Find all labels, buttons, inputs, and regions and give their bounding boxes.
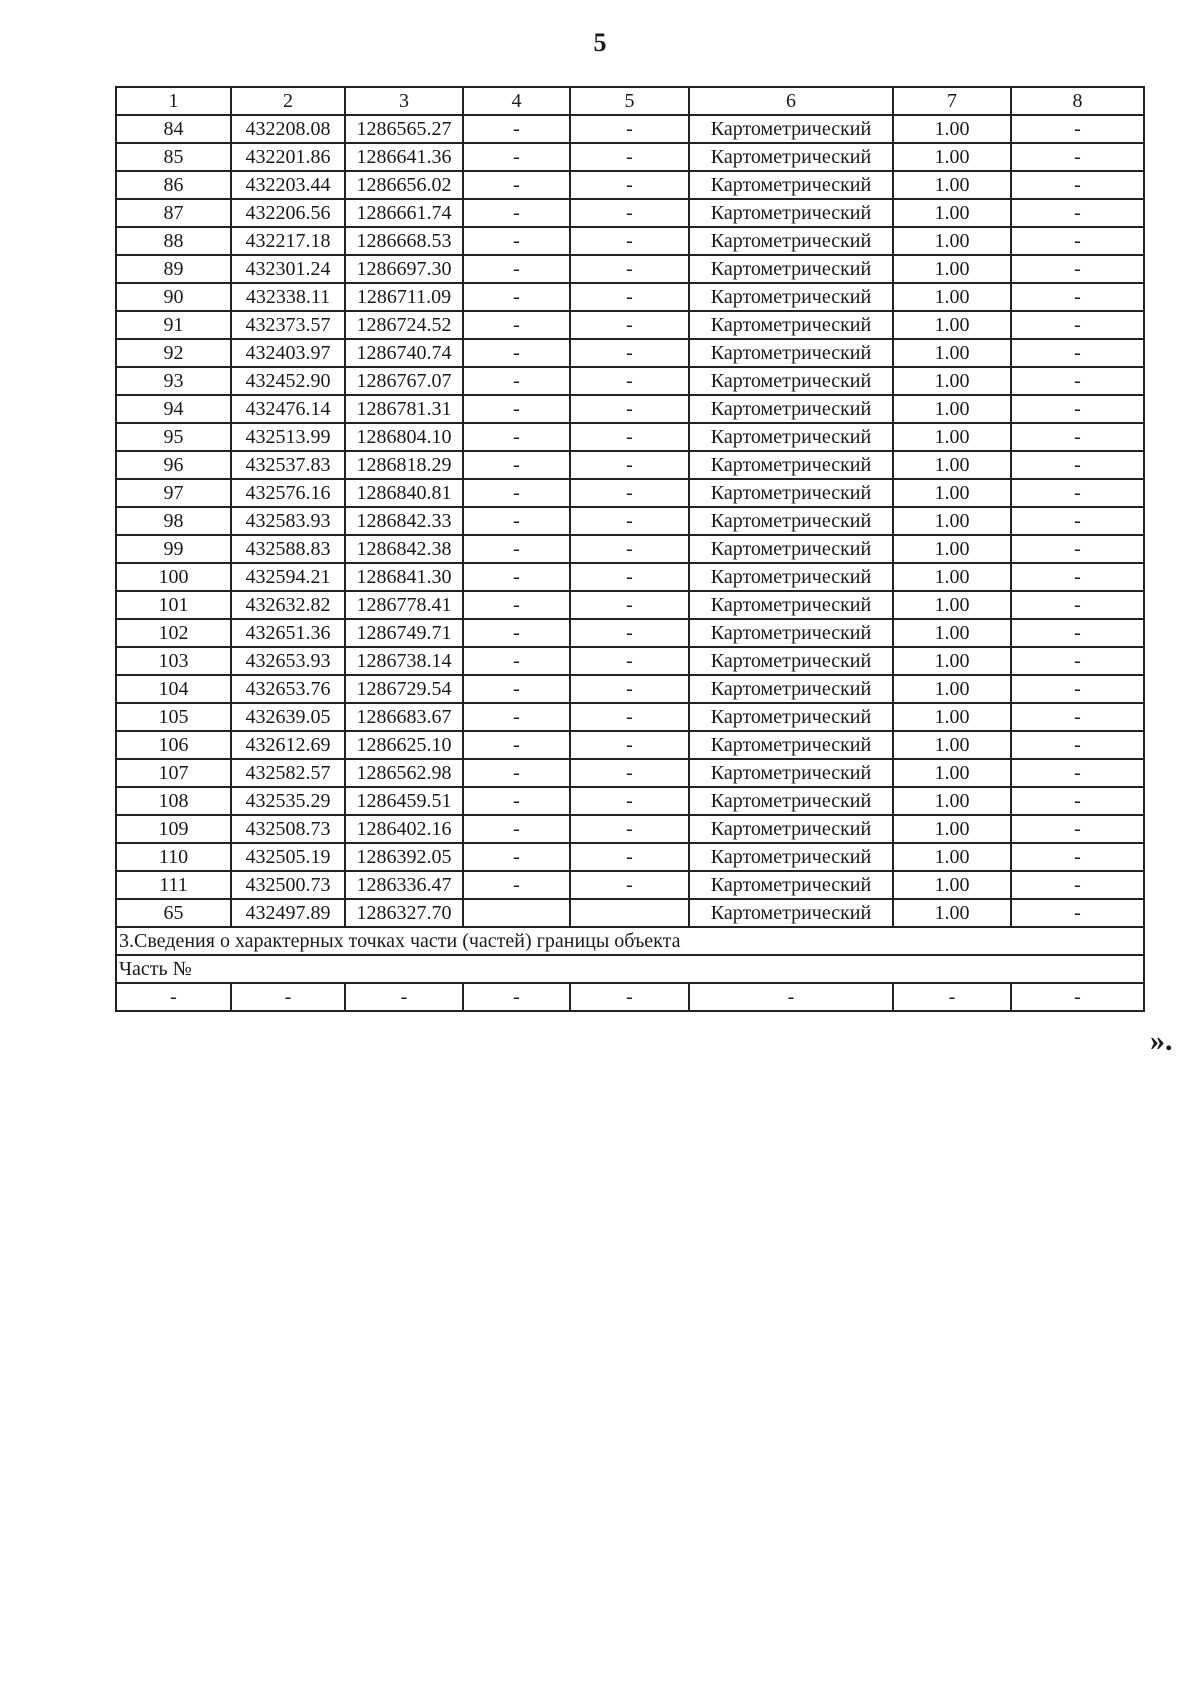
table-cell: Картометрический bbox=[689, 311, 893, 339]
table-cell: 432651.36 bbox=[231, 619, 345, 647]
column-header: 1 bbox=[116, 87, 231, 115]
table-cell: - bbox=[1011, 787, 1144, 815]
table-cell: - bbox=[570, 171, 689, 199]
table-cell: 89 bbox=[116, 255, 231, 283]
table-cell: - bbox=[463, 983, 570, 1011]
section-heading: 3.Сведения о характерных точках части (частей) границы объекта bbox=[116, 927, 1144, 955]
table-cell: - bbox=[463, 787, 570, 815]
table-row bbox=[116, 843, 1144, 871]
table-cell: - bbox=[463, 759, 570, 787]
table-cell: - bbox=[570, 311, 689, 339]
table-cell: - bbox=[1011, 507, 1144, 535]
table-cell: 1286767.07 bbox=[345, 367, 463, 395]
table-cell: 432576.16 bbox=[231, 479, 345, 507]
table-cell: 91 bbox=[116, 311, 231, 339]
table-cell: Картометрический bbox=[689, 423, 893, 451]
table-cell: 432535.29 bbox=[231, 787, 345, 815]
table-cell: 432217.18 bbox=[231, 227, 345, 255]
table-cell: - bbox=[463, 591, 570, 619]
table-row bbox=[116, 787, 1144, 815]
table-cell: 1286336.47 bbox=[345, 871, 463, 899]
table-cell: - bbox=[463, 339, 570, 367]
table-cell: - bbox=[463, 255, 570, 283]
table-cell: - bbox=[463, 647, 570, 675]
table-cell: 432500.73 bbox=[231, 871, 345, 899]
table-cell: 1.00 bbox=[893, 423, 1011, 451]
table-cell: 97 bbox=[116, 479, 231, 507]
table-cell: 1286565.27 bbox=[345, 115, 463, 143]
column-header: 7 bbox=[893, 87, 1011, 115]
table-cell: - bbox=[463, 703, 570, 731]
table-cell bbox=[463, 899, 570, 927]
table-cell: 1.00 bbox=[893, 899, 1011, 927]
table-cell: 1286724.52 bbox=[345, 311, 463, 339]
table-cell: Картометрический bbox=[689, 591, 893, 619]
table-cell: Картометрический bbox=[689, 199, 893, 227]
table-cell: 1.00 bbox=[893, 171, 1011, 199]
table-cell: - bbox=[570, 535, 689, 563]
table-cell: 432338.11 bbox=[231, 283, 345, 311]
table-cell: 432653.76 bbox=[231, 675, 345, 703]
table-row bbox=[116, 479, 1144, 507]
table-cell: - bbox=[570, 563, 689, 591]
table-cell: Картометрический bbox=[689, 227, 893, 255]
table-cell: 1286749.71 bbox=[345, 619, 463, 647]
table-cell: - bbox=[570, 675, 689, 703]
table-cell: 1.00 bbox=[893, 675, 1011, 703]
table-cell: 1286668.53 bbox=[345, 227, 463, 255]
table-row bbox=[116, 507, 1144, 535]
table-cell: 104 bbox=[116, 675, 231, 703]
table-cell: 1.00 bbox=[893, 703, 1011, 731]
part-label-row bbox=[116, 955, 1144, 983]
table-cell: 1.00 bbox=[893, 479, 1011, 507]
table-cell: 432582.57 bbox=[231, 759, 345, 787]
table-cell: 1286656.02 bbox=[345, 171, 463, 199]
table-row bbox=[116, 619, 1144, 647]
table-cell: 432301.24 bbox=[231, 255, 345, 283]
table-cell: 94 bbox=[116, 395, 231, 423]
table-row bbox=[116, 871, 1144, 899]
table-cell: - bbox=[570, 199, 689, 227]
table-cell: 432403.97 bbox=[231, 339, 345, 367]
table-cell: - bbox=[463, 507, 570, 535]
table-cell: Картометрический bbox=[689, 479, 893, 507]
table-cell: 1286804.10 bbox=[345, 423, 463, 451]
table-cell: 108 bbox=[116, 787, 231, 815]
table-cell: Картометрический bbox=[689, 395, 893, 423]
table-cell: - bbox=[463, 479, 570, 507]
table-cell: - bbox=[1011, 311, 1144, 339]
table-cell: - bbox=[1011, 283, 1144, 311]
table-cell: 107 bbox=[116, 759, 231, 787]
table-cell: 1286738.14 bbox=[345, 647, 463, 675]
table-cell: - bbox=[1011, 563, 1144, 591]
table-cell: 432206.56 bbox=[231, 199, 345, 227]
table-cell: - bbox=[116, 983, 231, 1011]
table-cell: 93 bbox=[116, 367, 231, 395]
table-cell: - bbox=[463, 311, 570, 339]
table-cell: - bbox=[1011, 227, 1144, 255]
table-header-row bbox=[116, 87, 1144, 115]
table-cell: 92 bbox=[116, 339, 231, 367]
table-cell: 1.00 bbox=[893, 395, 1011, 423]
table-cell: - bbox=[1011, 815, 1144, 843]
table-cell: 1286818.29 bbox=[345, 451, 463, 479]
table-cell: 1286327.70 bbox=[345, 899, 463, 927]
table-cell: - bbox=[570, 871, 689, 899]
table-row bbox=[116, 759, 1144, 787]
table-cell: 1.00 bbox=[893, 563, 1011, 591]
table-cell: - bbox=[463, 871, 570, 899]
table-cell: - bbox=[570, 619, 689, 647]
table-cell: - bbox=[570, 983, 689, 1011]
table-cell: - bbox=[1011, 171, 1144, 199]
table-cell: - bbox=[570, 367, 689, 395]
table-cell: 1.00 bbox=[893, 451, 1011, 479]
table-cell: - bbox=[231, 983, 345, 1011]
table-cell: 1.00 bbox=[893, 619, 1011, 647]
table-cell: 1.00 bbox=[893, 115, 1011, 143]
table-cell: 1286781.31 bbox=[345, 395, 463, 423]
coordinates-table bbox=[115, 86, 1145, 1012]
table-cell: 109 bbox=[116, 815, 231, 843]
table-cell: - bbox=[570, 143, 689, 171]
table-cell: 85 bbox=[116, 143, 231, 171]
table-cell: 432632.82 bbox=[231, 591, 345, 619]
table-row bbox=[116, 171, 1144, 199]
table-cell: Картометрический bbox=[689, 283, 893, 311]
table-row bbox=[116, 423, 1144, 451]
column-header: 2 bbox=[231, 87, 345, 115]
table-row bbox=[116, 647, 1144, 675]
table-cell: 432639.05 bbox=[231, 703, 345, 731]
table-cell: 432588.83 bbox=[231, 535, 345, 563]
table-cell: 1.00 bbox=[893, 815, 1011, 843]
table-cell: - bbox=[1011, 367, 1144, 395]
table-row bbox=[116, 815, 1144, 843]
table-cell: - bbox=[570, 787, 689, 815]
table-cell: 110 bbox=[116, 843, 231, 871]
table-cell: Картометрический bbox=[689, 507, 893, 535]
table-cell: 432508.73 bbox=[231, 815, 345, 843]
table-cell: Картометрический bbox=[689, 339, 893, 367]
table-cell: Картометрический bbox=[689, 759, 893, 787]
coordinates-table-container bbox=[115, 86, 1143, 1012]
table-row bbox=[116, 115, 1144, 143]
table-cell: - bbox=[1011, 703, 1144, 731]
table-row bbox=[116, 255, 1144, 283]
table-cell: 1.00 bbox=[893, 591, 1011, 619]
table-cell: 432505.19 bbox=[231, 843, 345, 871]
table-cell: - bbox=[570, 115, 689, 143]
table-cell: 1.00 bbox=[893, 311, 1011, 339]
table-cell: Картометрический bbox=[689, 731, 893, 759]
table-cell: 106 bbox=[116, 731, 231, 759]
table-row bbox=[116, 703, 1144, 731]
table-cell: - bbox=[893, 983, 1011, 1011]
table-cell: 1286740.74 bbox=[345, 339, 463, 367]
table-row bbox=[116, 311, 1144, 339]
table-cell: 1.00 bbox=[893, 367, 1011, 395]
table-cell: - bbox=[463, 815, 570, 843]
table-cell: - bbox=[463, 283, 570, 311]
table-row bbox=[116, 339, 1144, 367]
table-cell: 105 bbox=[116, 703, 231, 731]
table-cell: Картометрический bbox=[689, 451, 893, 479]
table-cell: - bbox=[570, 283, 689, 311]
table-cell: 87 bbox=[116, 199, 231, 227]
table-cell: - bbox=[570, 731, 689, 759]
table-cell: 1.00 bbox=[893, 787, 1011, 815]
table-cell: - bbox=[570, 423, 689, 451]
table-cell: 1286402.16 bbox=[345, 815, 463, 843]
empty-part-row bbox=[116, 983, 1144, 1011]
table-cell: - bbox=[463, 731, 570, 759]
table-cell: Картометрический bbox=[689, 647, 893, 675]
column-header: 5 bbox=[570, 87, 689, 115]
table-cell: 432452.90 bbox=[231, 367, 345, 395]
table-cell: - bbox=[463, 843, 570, 871]
table-cell: - bbox=[1011, 143, 1144, 171]
column-header: 6 bbox=[689, 87, 893, 115]
table-cell: - bbox=[570, 591, 689, 619]
table-cell: 1.00 bbox=[893, 731, 1011, 759]
table-cell: 99 bbox=[116, 535, 231, 563]
table-cell: - bbox=[1011, 899, 1144, 927]
table-cell: 1.00 bbox=[893, 843, 1011, 871]
table-cell: Картометрический bbox=[689, 619, 893, 647]
table-cell: - bbox=[463, 423, 570, 451]
table-cell: 100 bbox=[116, 563, 231, 591]
table-cell: Картометрический bbox=[689, 563, 893, 591]
table-row bbox=[116, 451, 1144, 479]
table-cell: 86 bbox=[116, 171, 231, 199]
section-heading-row bbox=[116, 927, 1144, 955]
table-cell: 1286661.74 bbox=[345, 199, 463, 227]
table-cell: 1.00 bbox=[893, 199, 1011, 227]
table-cell: Картометрический bbox=[689, 171, 893, 199]
table-cell: - bbox=[1011, 479, 1144, 507]
table-body bbox=[116, 115, 1144, 927]
table-cell: - bbox=[1011, 675, 1144, 703]
closing-quote-mark: ». bbox=[1150, 1024, 1173, 1057]
table-cell: - bbox=[463, 675, 570, 703]
table-cell: 432373.57 bbox=[231, 311, 345, 339]
table-cell: - bbox=[463, 367, 570, 395]
table-row bbox=[116, 143, 1144, 171]
table-cell: Картометрический bbox=[689, 815, 893, 843]
table-cell: - bbox=[570, 647, 689, 675]
table-cell: 1286641.36 bbox=[345, 143, 463, 171]
table-cell: 1.00 bbox=[893, 535, 1011, 563]
table-cell: - bbox=[463, 451, 570, 479]
table-cell: 432476.14 bbox=[231, 395, 345, 423]
table-cell: - bbox=[570, 395, 689, 423]
table-cell: Картометрический bbox=[689, 535, 893, 563]
table-cell: - bbox=[463, 171, 570, 199]
table-cell: - bbox=[1011, 759, 1144, 787]
table-cell: - bbox=[570, 759, 689, 787]
table-cell: 111 bbox=[116, 871, 231, 899]
table-cell: - bbox=[570, 703, 689, 731]
table-cell: Картометрический bbox=[689, 787, 893, 815]
table-cell: 1286840.81 bbox=[345, 479, 463, 507]
table-cell: Картометрический bbox=[689, 899, 893, 927]
table-cell: 84 bbox=[116, 115, 231, 143]
table-cell: 432583.93 bbox=[231, 507, 345, 535]
table-cell: - bbox=[1011, 619, 1144, 647]
table-cell: 1.00 bbox=[893, 507, 1011, 535]
table-cell: - bbox=[463, 143, 570, 171]
table-row bbox=[116, 283, 1144, 311]
table-cell: - bbox=[570, 339, 689, 367]
table-cell: - bbox=[1011, 395, 1144, 423]
table-cell: Картометрический bbox=[689, 703, 893, 731]
table-cell: - bbox=[1011, 535, 1144, 563]
table-row bbox=[116, 899, 1144, 927]
table-cell: 1.00 bbox=[893, 759, 1011, 787]
table-cell: 1.00 bbox=[893, 283, 1011, 311]
table-cell: 1.00 bbox=[893, 339, 1011, 367]
table-row bbox=[116, 199, 1144, 227]
table-cell: 1286697.30 bbox=[345, 255, 463, 283]
table-cell: 1286625.10 bbox=[345, 731, 463, 759]
table-cell: Картометрический bbox=[689, 367, 893, 395]
table-row bbox=[116, 535, 1144, 563]
table-row bbox=[116, 731, 1144, 759]
table-cell: - bbox=[345, 983, 463, 1011]
table-cell: - bbox=[463, 563, 570, 591]
table-cell: - bbox=[1011, 339, 1144, 367]
table-cell bbox=[570, 899, 689, 927]
table-cell: - bbox=[1011, 451, 1144, 479]
table-cell: 1.00 bbox=[893, 227, 1011, 255]
table-cell: 102 bbox=[116, 619, 231, 647]
table-cell: - bbox=[1011, 255, 1144, 283]
table-cell: - bbox=[463, 395, 570, 423]
table-cell: 432208.08 bbox=[231, 115, 345, 143]
table-cell: 1286683.67 bbox=[345, 703, 463, 731]
table-cell: 98 bbox=[116, 507, 231, 535]
table-cell: - bbox=[689, 983, 893, 1011]
table-cell: - bbox=[463, 115, 570, 143]
table-cell: Картометрический bbox=[689, 115, 893, 143]
table-cell: Картометрический bbox=[689, 675, 893, 703]
column-header: 8 bbox=[1011, 87, 1144, 115]
table-cell: 103 bbox=[116, 647, 231, 675]
table-cell: 432203.44 bbox=[231, 171, 345, 199]
table-cell: 1.00 bbox=[893, 255, 1011, 283]
table-cell: - bbox=[1011, 591, 1144, 619]
table-cell: 1.00 bbox=[893, 143, 1011, 171]
table-cell: Картометрический bbox=[689, 843, 893, 871]
table-cell: 1286459.51 bbox=[345, 787, 463, 815]
table-cell: - bbox=[570, 479, 689, 507]
table-cell: 432537.83 bbox=[231, 451, 345, 479]
table-cell: - bbox=[1011, 423, 1144, 451]
table-row bbox=[116, 591, 1144, 619]
table-row bbox=[116, 395, 1144, 423]
column-header: 4 bbox=[463, 87, 570, 115]
table-cell: 90 bbox=[116, 283, 231, 311]
table-cell: 1286841.30 bbox=[345, 563, 463, 591]
table-cell: - bbox=[1011, 115, 1144, 143]
table-cell: Картометрический bbox=[689, 143, 893, 171]
table-cell: - bbox=[570, 227, 689, 255]
table-cell: 1.00 bbox=[893, 647, 1011, 675]
table-cell: - bbox=[1011, 983, 1144, 1011]
table-cell: 1286842.33 bbox=[345, 507, 463, 535]
table-cell: - bbox=[463, 199, 570, 227]
column-header: 3 bbox=[345, 87, 463, 115]
page-number: 5 bbox=[593, 28, 607, 57]
table-cell: - bbox=[570, 507, 689, 535]
table-cell: - bbox=[1011, 647, 1144, 675]
table-cell: 95 bbox=[116, 423, 231, 451]
table-cell: - bbox=[570, 815, 689, 843]
table-row bbox=[116, 227, 1144, 255]
table-cell: 88 bbox=[116, 227, 231, 255]
table-cell: 432513.99 bbox=[231, 423, 345, 451]
table-cell: 1286392.05 bbox=[345, 843, 463, 871]
table-cell: 432653.93 bbox=[231, 647, 345, 675]
table-cell: - bbox=[1011, 199, 1144, 227]
table-cell: 432612.69 bbox=[231, 731, 345, 759]
table-cell: - bbox=[570, 451, 689, 479]
table-cell: Картометрический bbox=[689, 255, 893, 283]
table-cell: 1286842.38 bbox=[345, 535, 463, 563]
table-cell: 1286778.41 bbox=[345, 591, 463, 619]
part-label: Часть № bbox=[116, 955, 1144, 983]
table-cell: - bbox=[570, 255, 689, 283]
table-cell: - bbox=[570, 843, 689, 871]
table-cell: - bbox=[463, 227, 570, 255]
table-cell: - bbox=[1011, 871, 1144, 899]
table-cell: 1286562.98 bbox=[345, 759, 463, 787]
table-row bbox=[116, 563, 1144, 591]
table-cell: 432201.86 bbox=[231, 143, 345, 171]
table-cell: - bbox=[1011, 843, 1144, 871]
table-row bbox=[116, 367, 1144, 395]
table-cell: 1286711.09 bbox=[345, 283, 463, 311]
table-cell: 1286729.54 bbox=[345, 675, 463, 703]
table-cell: - bbox=[463, 535, 570, 563]
table-cell: - bbox=[463, 619, 570, 647]
table-cell: 65 bbox=[116, 899, 231, 927]
table-cell: 96 bbox=[116, 451, 231, 479]
table-cell: - bbox=[1011, 731, 1144, 759]
table-cell: 101 bbox=[116, 591, 231, 619]
table-cell: 432497.89 bbox=[231, 899, 345, 927]
table-row bbox=[116, 675, 1144, 703]
table-cell: 432594.21 bbox=[231, 563, 345, 591]
table-cell: 1.00 bbox=[893, 871, 1011, 899]
table-cell: Картометрический bbox=[689, 871, 893, 899]
